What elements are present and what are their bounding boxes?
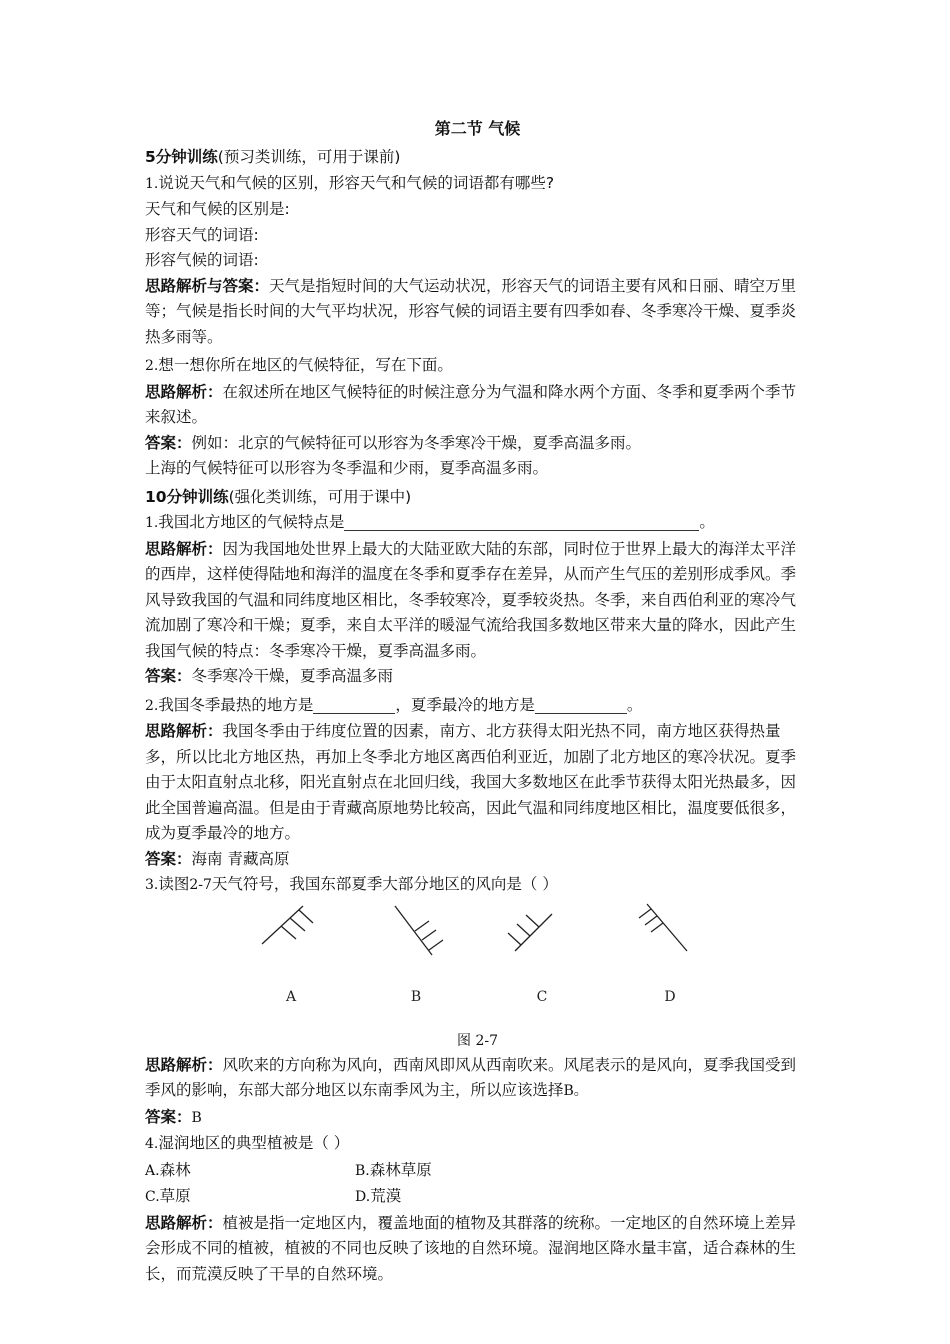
options-row-2 xyxy=(145,1184,810,1211)
section-title: 5分钟训练 xyxy=(145,148,218,166)
label-d: D xyxy=(664,988,676,1005)
option-letter: B. xyxy=(355,1162,370,1179)
analysis xyxy=(145,537,810,665)
option-a[interactable] xyxy=(145,1158,355,1185)
question-number: 4. xyxy=(145,1136,159,1152)
question-number: 2. xyxy=(145,697,159,714)
analysis-label: 思路解析： xyxy=(145,1055,223,1074)
answer-label: 答案： xyxy=(145,1107,192,1126)
analysis-text: 风吹来的方向称为风向，西南风即风从西南吹来。风尾表示的是风向，夏季我国受到季风的影响，东部大部分地区以东南季风为主，所以应该选择 xyxy=(145,1055,797,1099)
question-t4 xyxy=(145,1131,810,1158)
answer-blank[interactable] xyxy=(313,695,395,714)
analysis xyxy=(145,1053,810,1105)
prompt-line: 形容天气的词语: xyxy=(145,225,259,244)
answer xyxy=(145,847,810,873)
section-note: (预习类训练，可用于课前) xyxy=(217,148,401,166)
analysis xyxy=(145,380,810,431)
answer-label: 答案： xyxy=(145,667,192,685)
question-number: 1. xyxy=(145,515,159,531)
analysis-label: 思路解析与答案： xyxy=(145,276,270,295)
section-heading-5min xyxy=(145,145,810,171)
wind-symbols-svg xyxy=(145,899,810,1029)
question-text: 说说天气和气候的区别，形容天气和气候的词语都有哪些? xyxy=(158,173,555,192)
answer-text: 例如：北京的气候特征可以形容为冬季寒冷干燥，夏季高温多雨。 xyxy=(191,433,642,452)
analysis-label: 思路解析： xyxy=(145,1213,223,1232)
option-text: 荒漠 xyxy=(370,1187,402,1205)
page-title: 第二节 气候 xyxy=(434,119,521,138)
wind-symbol-c xyxy=(508,914,552,951)
options-row-1 xyxy=(145,1158,810,1185)
analysis-text: 天气是指短时间的大气运动状况，形容天气的词语主要有风和日丽、晴空万里等；气候是指长时间的大气平均状况，形容气候的词语主要有四季如春、冬季寒冷干燥、夏季炎热多雨等。 xyxy=(145,276,797,346)
answer-blank[interactable] xyxy=(344,512,699,531)
answer xyxy=(145,431,810,457)
label-c: C xyxy=(536,988,548,1005)
question-text: 湿润地区的典型植被是（ ） xyxy=(158,1134,350,1152)
analysis-choice: B。 xyxy=(563,1083,588,1099)
option-letter: C. xyxy=(145,1189,160,1205)
option-letter: D. xyxy=(355,1189,371,1205)
analysis-text: 在叙述所在地区气候特征的时候注意分为气温和降水两个方面、冬季和夏季两个季节来叙述。 xyxy=(145,382,797,426)
answer-text: B xyxy=(191,1109,202,1126)
option-c[interactable] xyxy=(145,1184,355,1211)
analysis-label: 思路解析： xyxy=(145,539,223,558)
question-number: 2. xyxy=(145,358,159,374)
question-text: 读图 xyxy=(158,875,190,893)
wind-symbol-b xyxy=(395,906,443,955)
section-note: (强化类训练，可用于课中) xyxy=(228,487,412,506)
analysis-label: 思路解析： xyxy=(145,722,223,740)
punctuation: 。 xyxy=(626,695,643,714)
answer xyxy=(145,1105,810,1132)
question-text: 天气符号，我国东部夏季大部分地区的风向是（ ） xyxy=(211,875,558,893)
answer-blank[interactable] xyxy=(535,695,627,714)
answer-label: 答案： xyxy=(145,849,192,868)
wind-symbol-figure xyxy=(145,899,810,1029)
option-text: 森林 xyxy=(159,1160,191,1179)
question-number: 1. xyxy=(145,175,159,192)
question-text: 我国冬季最热的地方是 xyxy=(158,695,314,714)
question-t1 xyxy=(145,510,810,537)
question-number: 3. xyxy=(145,877,159,893)
prompt-line: 形容气候的词语: xyxy=(145,251,259,269)
prompt-line: 天气和气候的区别是: xyxy=(145,200,290,218)
analysis xyxy=(145,719,810,847)
question-2 xyxy=(145,353,810,380)
analysis xyxy=(145,1211,810,1288)
label-b: B xyxy=(410,988,422,1005)
section-heading-10min xyxy=(145,485,810,511)
question-t2 xyxy=(145,693,810,720)
label-a: A xyxy=(285,988,297,1005)
option-text: 草原 xyxy=(159,1187,191,1205)
answer xyxy=(145,664,810,690)
question-t3 xyxy=(145,872,810,899)
analysis-text: 因为我国地处世界上最大的大陆亚欧大陆的东部，同时位于世界上最大的海洋太平洋的西岸，这样使得陆地和海洋的温度在冬季和夏季存在差异，从而产生气压的差别形成季风。季风导致我国的气温和同纬度地区相比，冬季较寒冷，夏季较炎热。冬季，来自西伯利亚的寒冷气流加剧了寒冷和干燥；夏季，来自太平洋的暖湿气流给我国多数地区带来大量的降水，因此产生我国气候的特点：冬季寒冷干燥，夏季高温多雨。 xyxy=(145,539,797,660)
analysis-answer xyxy=(145,274,810,351)
wind-symbol-d xyxy=(639,904,687,951)
punctuation: 。 xyxy=(699,513,715,531)
question-text: ，夏季最冷的地方是 xyxy=(395,695,535,714)
document-page xyxy=(145,112,810,1287)
answer-label: 答案： xyxy=(145,433,192,452)
option-d[interactable] xyxy=(355,1184,565,1211)
analysis-text: 我国冬季由于纬度位置的因素，南方、北方获得太阳光热不同，南方地区获得热量多，所以比北方地区热，再加上冬季北方地区离西伯利亚近，加剧了北方地区的寒冷状况。夏季由于太阳直射点北移，阳光直射点在北回归线，我国大多数地区在此季节获得太阳光热最多，因此全国普遍高温。但是由于青藏高原地势比较高，因此气温和同纬度地区相比，温度要低很多，成为夏季最冷的地方。 xyxy=(145,722,797,842)
figure-caption: 图 2-7 xyxy=(457,1032,498,1049)
question-text: 想一想你所在地区的气候特征，写在下面。 xyxy=(158,356,453,374)
analysis-label: 思路解析： xyxy=(145,382,223,401)
section-title: 10分钟训练 xyxy=(145,487,229,506)
option-letter: A. xyxy=(145,1162,160,1179)
figure-reference: 2-7 xyxy=(189,877,212,893)
answer-continued: 上海的气候特征可以形容为冬季温和少雨，夏季高温多雨。 xyxy=(145,459,549,477)
answer-text: 冬季寒冷干燥，夏季高温多雨 xyxy=(191,667,394,685)
answer-text: 海南 青藏高原 xyxy=(191,849,290,868)
wind-symbol-a xyxy=(262,906,313,944)
question-1 xyxy=(145,171,810,198)
option-text: 森林草原 xyxy=(369,1160,432,1179)
option-b[interactable] xyxy=(355,1158,565,1185)
question-text: 我国北方地区的气候特点是 xyxy=(158,513,345,531)
analysis-text: 植被是指一定地区内，覆盖地面的植物及其群落的统称。一定地区的自然环境上差异会形成不同的植被，植被的不同也反映了该地的自然环境。湿润地区降水量丰富，适合森林的生长，而荒漠反映了干旱的自然环境。 xyxy=(145,1213,797,1283)
